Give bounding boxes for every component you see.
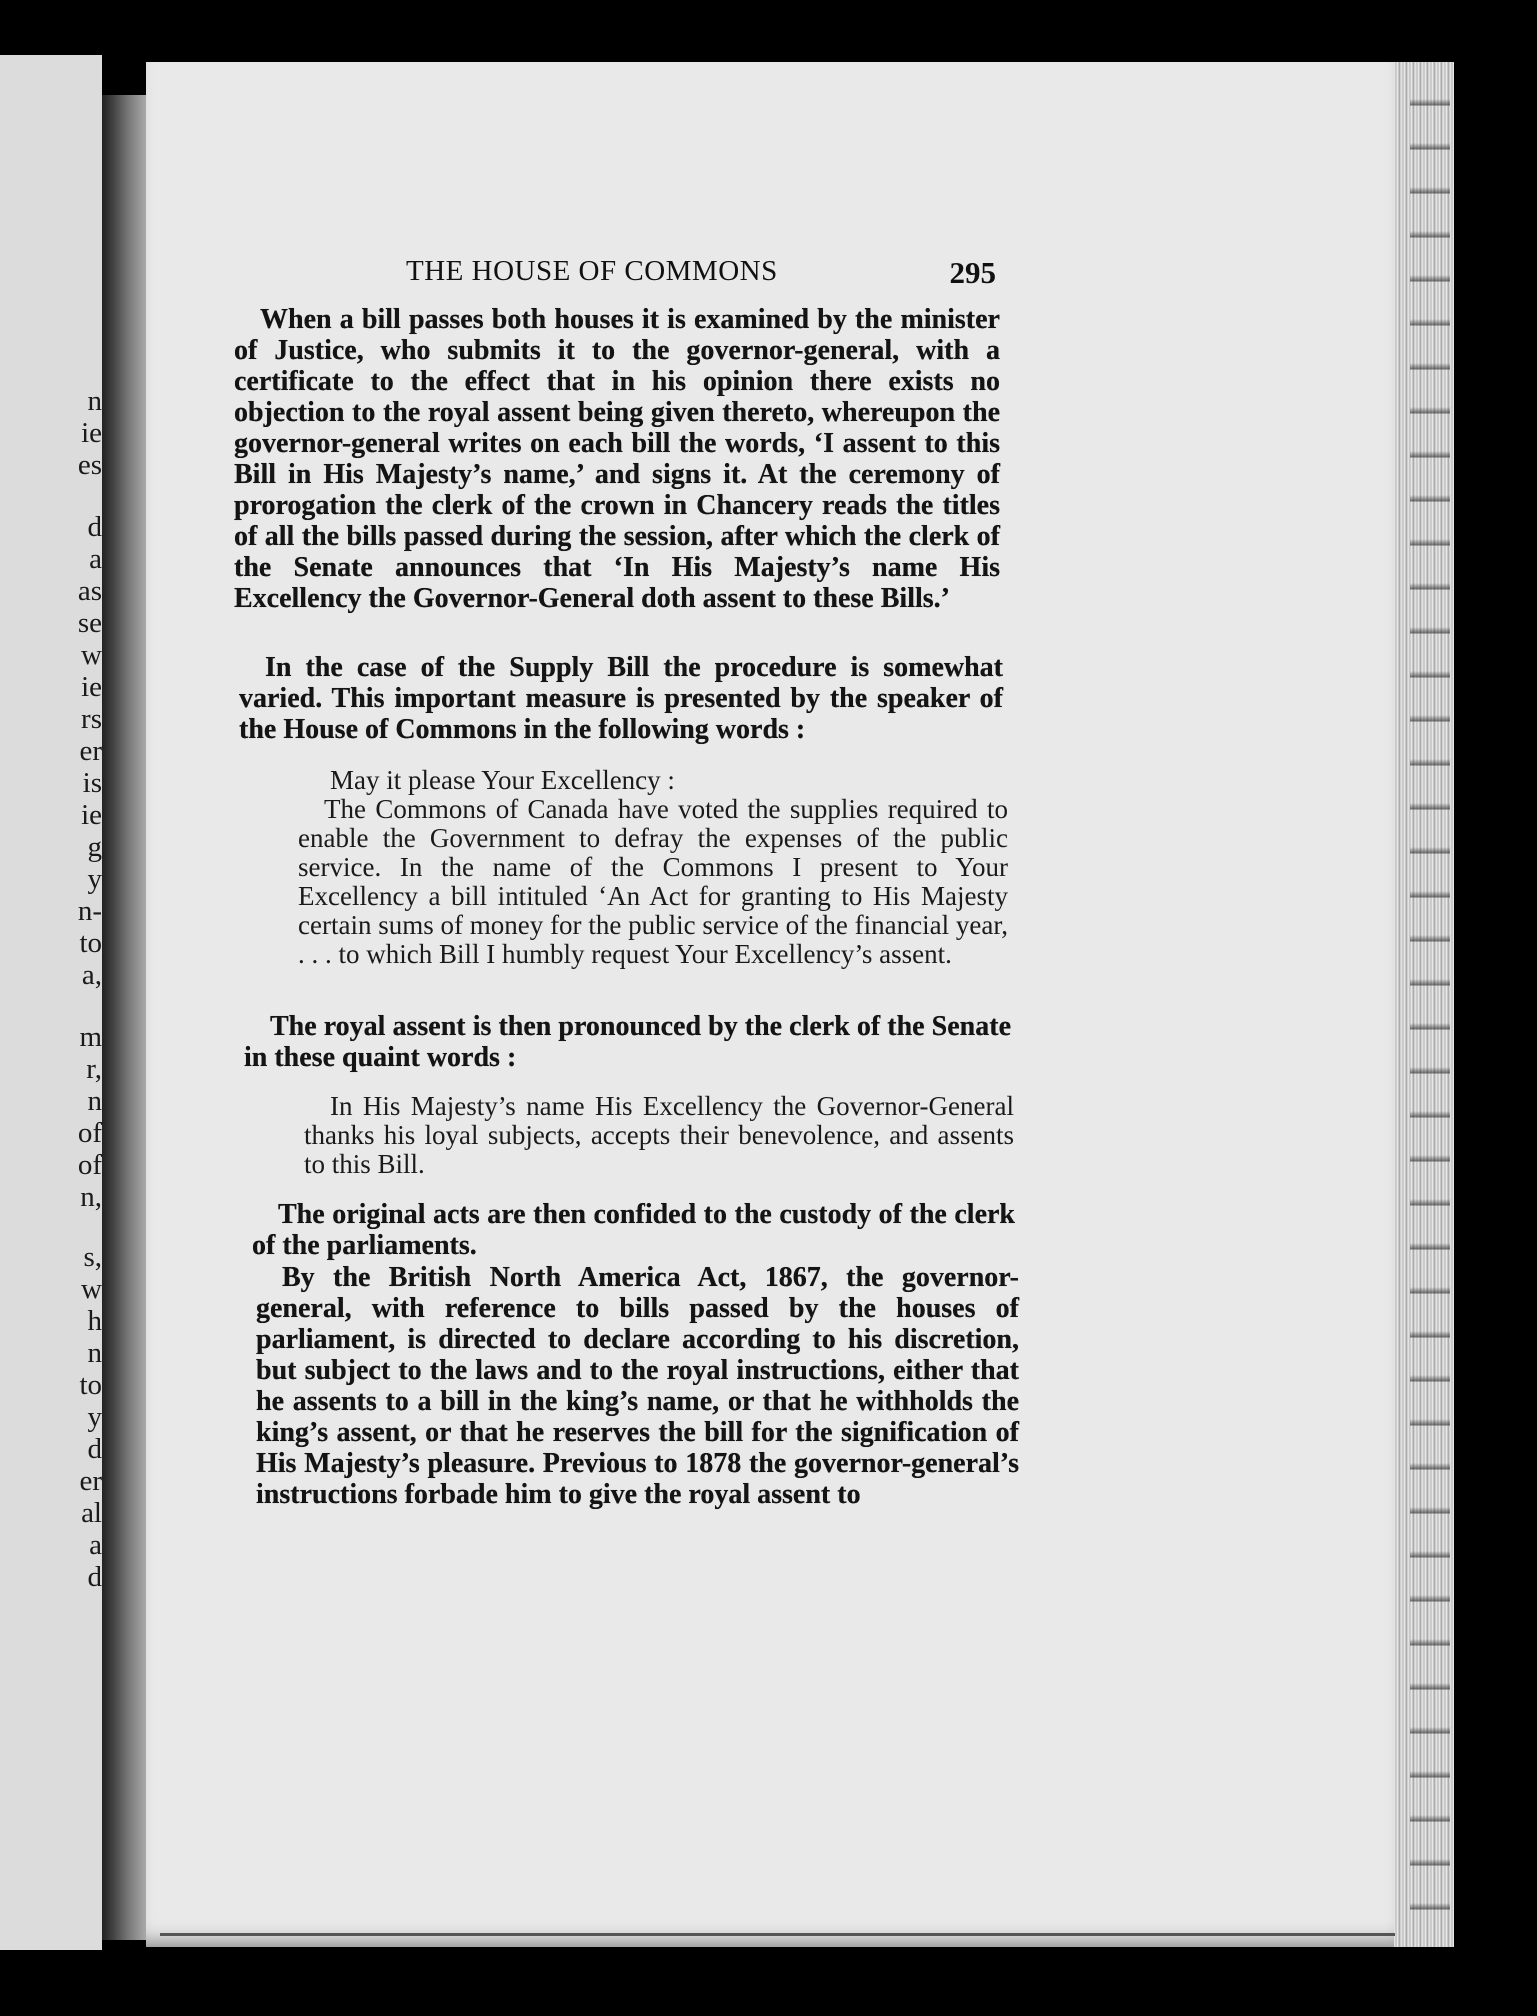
facing-page-fragment: h	[87, 1305, 102, 1337]
facing-page-fragment: w	[81, 1273, 102, 1305]
facing-page-fragment: ie	[81, 671, 102, 703]
facing-page-fragment: ie	[81, 417, 102, 449]
facing-page-fragment: r,	[86, 1053, 102, 1085]
facing-page-fragment: m	[79, 1021, 102, 1053]
paragraph-supply-bill: In the case of the Supply Bill the procedure is somewhat varied. This important measure is presented by the speaker of the House of Commons in the following words :	[239, 652, 1003, 745]
page-edge-shadow	[1410, 62, 1450, 1947]
facing-page-fragment: a	[89, 543, 102, 575]
facing-page-fragment: s,	[83, 1241, 102, 1273]
facing-page	[0, 55, 102, 1950]
paragraph-royal-assent-procedure: When a bill passes both houses it is examined by the minister of Justice, who submits it to the governor-general, with a certificate to the effect that in his opinion there exists no objection to the royal assent being given thereto, whereupon the governor-general writes on each bill the words, ‘I assent to this Bill in His Majesty’s name,’ and signs it. At the ceremony of prorogation the clerk of the crown in Chancery reads the titles of all the bills passed during the session, after which the clerk of the Senate announces that ‘In His Majesty’s name His Excellency the Governor-General doth assent to these Bills.’	[234, 304, 1000, 614]
facing-page-fragment: er	[79, 1465, 102, 1497]
facing-page-fragment: a,	[81, 959, 102, 991]
facing-page-text-fragments	[0, 55, 102, 1950]
facing-page-fragment: y	[87, 863, 102, 895]
facing-page-fragment: n	[87, 1337, 102, 1369]
quote-salutation: May it please Your Excellency :	[330, 765, 675, 795]
quote-clerk-words: In His Majesty’s name His Excellency the Governor-General thanks his loyal subjects, accepts their benevolence, and assents to this Bill.	[304, 1091, 1014, 1179]
facing-page-fragment: n,	[80, 1181, 102, 1213]
facing-page-fragment: er	[79, 735, 102, 767]
facing-page-fragment: es	[77, 449, 102, 481]
paragraph-bna-act: By the British North America Act, 1867, the governor-general, with reference to bills passed by the houses of parliament, is directed to declare according to his discretion, but subject to the laws and to the royal instructions, either that he assents to a bill in the king’s name, or that he withholds the king’s assent, or that he reserves the bill for the signification of His Majesty’s pleasure. Previous to 1878 the governor-general’s instructions forbade him to give the royal assent to	[256, 1262, 1019, 1510]
facing-page-fragment: n-	[77, 895, 102, 927]
facing-page-fragment: of	[77, 1117, 102, 1149]
facing-page-fragment: n	[87, 385, 102, 417]
facing-page-fragment: rs	[81, 703, 102, 735]
page-header	[406, 255, 996, 295]
facing-page-fragment: al	[81, 1497, 102, 1529]
facing-page-fragment: is	[82, 767, 102, 799]
facing-page-fragment: ie	[81, 799, 102, 831]
paragraph-original-acts: The original acts are then confided to the custody of the clerk of the parliaments.	[252, 1199, 1015, 1261]
facing-page-fragment: as	[77, 575, 102, 607]
facing-page-fragment: d	[87, 1561, 102, 1593]
facing-page-fragment: of	[77, 1149, 102, 1181]
facing-page-fragment: g	[87, 831, 102, 863]
quote-speaker-address: The Commons of Canada have voted the supplies required to enable the Government to defray the expenses of the public service. In the name of the Commons I present to Your Excellency a bill intituled ‘An Act for granting to His Majesty certain sums of money for the public service of the financial year, . . . to which Bill I humbly request Your Excellency’s assent.	[298, 794, 1008, 969]
page-number: 295	[949, 255, 996, 290]
facing-page-fragment: to	[79, 927, 102, 959]
facing-page-fragment: d	[87, 511, 102, 543]
facing-page-fragment: w	[81, 639, 102, 671]
paragraph-royal-assent-pronounced: The royal assent is then pronounced by the clerk of the Senate in these quaint words :	[244, 1011, 1011, 1073]
facing-page-fragment: to	[79, 1369, 102, 1401]
running-title: THE HOUSE OF COMMONS	[406, 255, 778, 287]
facing-page-fragment: y	[87, 1401, 102, 1433]
page-bottom-edge	[160, 1933, 1395, 1936]
facing-page-fragment: se	[77, 607, 102, 639]
facing-page-fragment: d	[87, 1433, 102, 1465]
facing-page-fragment: a	[89, 1529, 102, 1561]
facing-page-fragment: n	[87, 1085, 102, 1117]
